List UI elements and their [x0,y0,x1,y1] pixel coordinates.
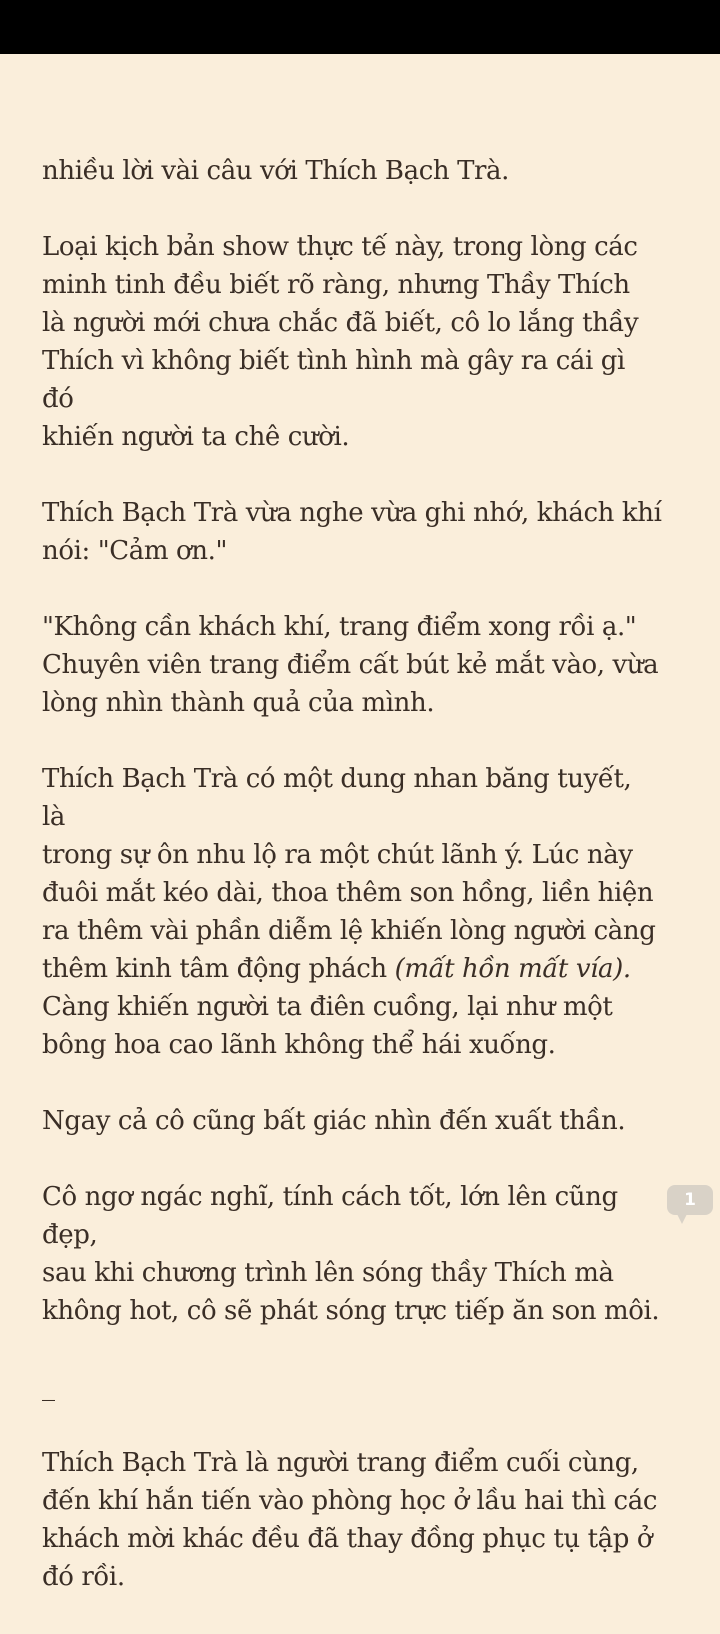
paragraph: Ngay cả cô cũng bất giác nhìn đến xuất thần. [42,1106,626,1136]
section-divider: _ [42,1372,55,1402]
comment-count-badge[interactable]: 1 [667,1185,713,1215]
reader-content[interactable] [42,152,662,1634]
italic-note: (mất hồn mất vía). [394,954,631,984]
paragraph-text: Càng khiến người ta điên cuồng, lại như một bông hoa cao lãnh không thể hái xuống. [42,992,613,1060]
paragraph: Thích Bạch Trà là người trang điểm cuối cùng, đến khí hắn tiến vào phòng học ở lầu hai thì các khách mời khác đều đã thay đồng phục tụ tập ở đó rồi. [42,1448,657,1592]
paragraph: "Không cần khách khí, trang điểm xong rồi ạ." Chuyên viên trang điểm cất bút kẻ mắt vào, vừa lòng nhìn thành quả của mình. [42,612,659,718]
paragraph: Loại kịch bản show thực tế này, trong lòng các minh tinh đều biết rõ ràng, nhưng Thầy Thích là người mới chưa chắc đã biết, cô lo lắng thầy Thích vì không biết tình hình mà gây ra cái gì đó khiến người ta chê cười. [42,232,639,452]
paragraph: Thích Bạch Trà vừa nghe vừa ghi nhớ, khách khí nói: "Cảm ơn." [42,498,662,566]
paragraph: Cô ngơ ngác nghĩ, tính cách tốt, lớn lên cũng đẹp, sau khi chương trình lên sóng thầy Thích mà không hot, cô sẽ phát sóng trực tiếp ăn son môi. [42,1182,660,1326]
paragraph-text: Thích Bạch Trà có một dung nhan băng tuyết, là trong sự ôn nhu lộ ra một chút lãnh ý. Lúc này đuôi mắt kéo dài, thoa thêm son hồng, liền hiện ra thêm vài phần diễm lệ khiến lòng người càng thêm kinh tâm động phách [42,764,656,984]
paragraph: nhiều lời vài câu với Thích Bạch Trà. [42,156,510,186]
status-bar [0,0,720,54]
paragraph [42,760,662,1064]
